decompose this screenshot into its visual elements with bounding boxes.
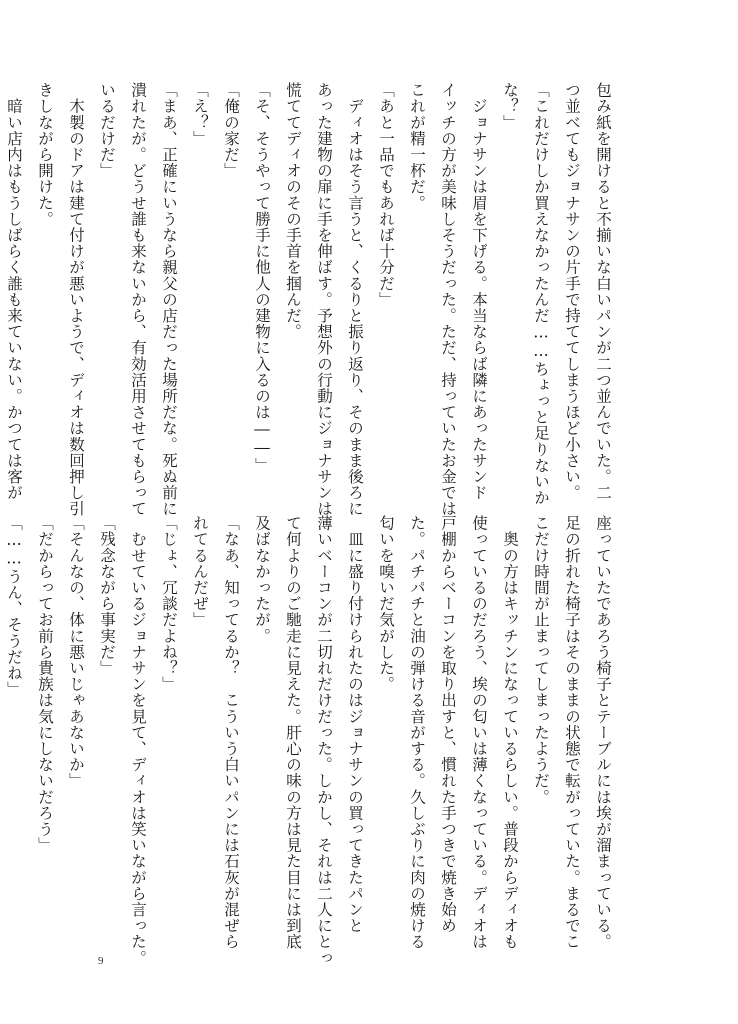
text-line: あった建物の扉に手を伸ばす。予想外の行動にジョナサンは (315, 82, 333, 517)
text-line: 及ばなかったが。 (253, 515, 271, 644)
text-line: 潰れたが。どうせ誰も来ないから、有効活用させてもらって (129, 82, 147, 517)
text-line: て何よりのご馳走に見えた。肝心の味の方は見た目には到底 (284, 515, 302, 950)
text-line: 「あと一品でもあれば十分だ」 (377, 82, 395, 308)
text-line: れてるんだぜ」 (191, 515, 209, 628)
text-line: 匂いを嗅いだ気がした。 (377, 515, 395, 693)
text-line: 「そ、そうやって勝手に他人の建物に入るのは――」 (253, 82, 271, 474)
text-line: 慌ててディオのその手首を掴んだ。 (284, 82, 302, 340)
text-line: いるだけだ」 (98, 82, 116, 179)
text-line: 戸棚からベーコンを取り出すと、慣れた手つきで焼き始め (439, 515, 457, 934)
text-line: 「……うん、そうだね」 (5, 515, 23, 698)
text-line: 「だからってお前ら貴族は気にしないだろう」 (36, 515, 54, 854)
text-line: ジョナサンは眉を下げる。本当ならば隣にあったサンド (470, 82, 488, 501)
text-line: こだけ時間が止まってしまったようだ。 (532, 515, 550, 805)
text-line: 暗い店内はもうしばらく誰も来ていない。かつては客が (5, 82, 23, 501)
text-line: 「え？」 (191, 82, 209, 147)
text-line: 座っていたであろう椅子とテーブルには埃が溜まっている。 (594, 515, 612, 950)
text-line: イッチの方が美味しそうだった。ただ、持っていたお金では (439, 82, 457, 517)
text-line: きしながら開けた。 (36, 82, 54, 227)
text-line: 薄いベーコンが二切れだけだった。しかし、それは二人にとっ (315, 515, 333, 966)
text-line: 奥の方はキッチンになっているらしい。普段からディオも (501, 515, 519, 950)
text-line: 「俺の家だ」 (222, 82, 240, 179)
text-line: むせているジョナサンを見て、ディオは笑いながら言った。 (129, 515, 147, 966)
text-line: ディオはそう言うと、くるりと振り返り、そのまま後ろに (346, 82, 364, 517)
text-line: な？」 (501, 82, 519, 131)
text-line: 使っているのだろう、埃の匂いは薄くなっている。ディオは (470, 515, 488, 950)
text-line: 「なあ、知ってるか？ こういう白いパンには石灰が混ぜら (222, 515, 240, 950)
top-text-block (5, 82, 618, 517)
text-line: これが精一杯だ。 (408, 82, 426, 211)
text-line: 木製のドアは建て付けが悪いようで、ディオは数回押し引 (67, 82, 85, 517)
text-line: 「まあ、正確にいうなら親父の店だった場所だな。死ぬ前に (160, 82, 178, 517)
text-line: 「これだけしか買えなかったんだ……ちょっと足りないか (532, 82, 550, 506)
text-line: た。パチパチと油の弾ける音がする。久しぶりに肉の焼ける (408, 515, 426, 950)
text-line: 足の折れた椅子はそのままの状態で転がっていた。まるでこ (563, 515, 581, 950)
text-line: 「じょ、冗談だよね？」 (160, 515, 178, 693)
text-line: 包み紙を開けると不揃いな白いパンが二つ並んでいた。二 (594, 82, 612, 501)
text-line: 皿に盛り付けられたのはジョナサンの買ってきたパンと (346, 515, 364, 934)
page-number: 9 (98, 955, 104, 967)
text-line: 「残念ながら事実だ」 (98, 515, 116, 676)
text-line: つ並べてもジョナサンの片手で持ててしまうほど小さい。 (563, 82, 581, 501)
text-line: 「そんなの、体に悪いじゃあないか」 (67, 515, 85, 789)
bottom-text-block (5, 515, 618, 966)
